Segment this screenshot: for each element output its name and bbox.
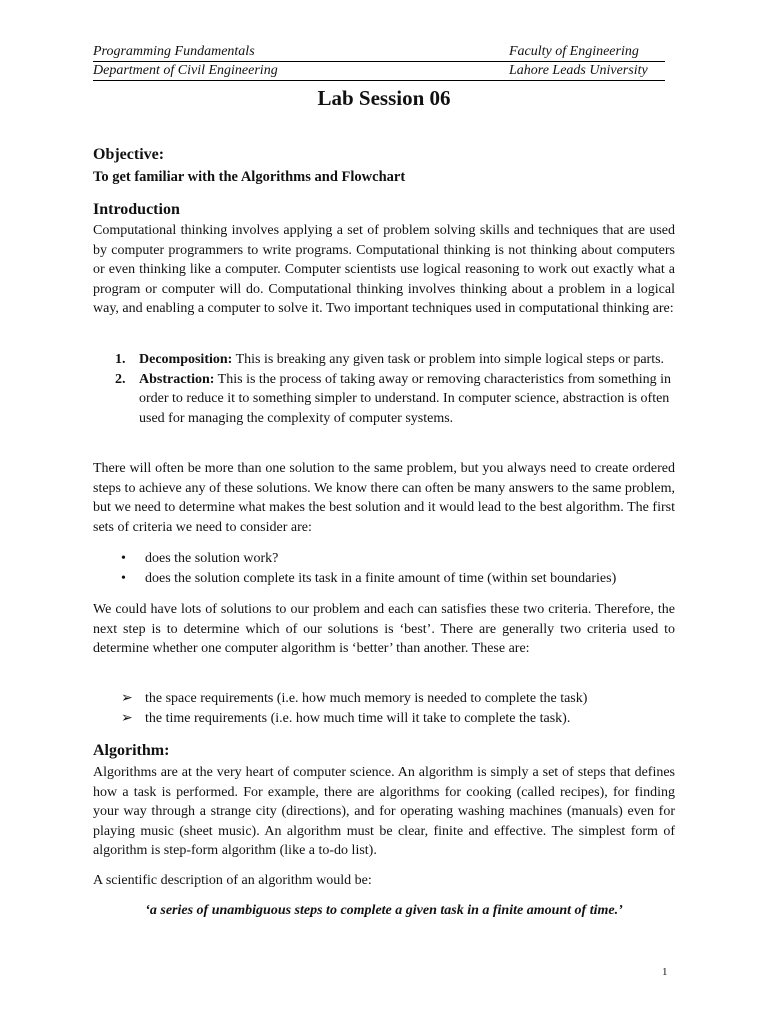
bullet-icon: •: [121, 570, 126, 586]
criteria-text: the space requirements (i.e. how much memory is needed to complete the task): [145, 691, 588, 706]
course-name: Programming Fundamentals: [93, 44, 255, 59]
university-name: Lahore Leads University: [509, 63, 648, 78]
intro-paragraph-1: Computational thinking involves applying a set of problem solving skills and techniques that are used by computer programmers to write programs. Computational thinking is not thinking about computers or even thinking like a computer. Computer scientists use logical reasoning to work out exactly what a program or computer will do. Computational thinking involves thinking about a problem in a logical way, and enabling a computer to solve it. Two important techniques used in computational thinking are:: [93, 223, 675, 316]
criteria-text: the time requirements (i.e. how much time will it take to complete the task).: [145, 710, 571, 726]
list-item: [93, 350, 673, 370]
term-definition: This is the process of taking away or removing characteristics from something in order to reduce it to something simpler to understand. In computer science, abstraction is often used for managing the complexity of computer systems.: [139, 371, 672, 426]
term-decomposition: Decomposition:: [139, 352, 233, 367]
algorithm-paragraph-1: Algorithms are at the very heart of computer science. An algorithm is simply a set of steps that defines how a task is performed. For example, there are algorithms for cooking (called recipes), for finding your way through a strange city (directions), and for operating washing machines (manuals) even for playing music (sheet music). An algorithm must be clear, finite and effective. The simplest form of algorithm is step-form algorithm (like a to-do list).: [93, 765, 675, 858]
list-item: [93, 709, 673, 729]
algorithm-definition-quote: ‘a series of unambiguous steps to complete a given task in a finite amount of time.’: [145, 903, 623, 918]
department-name: Department of Civil Engineering: [93, 63, 278, 78]
page-marker: 1: [662, 966, 668, 978]
running-header-top: [93, 43, 665, 62]
term-definition: This is breaking any given task or problem into simple logical steps or parts.: [232, 352, 665, 367]
list-item: [93, 569, 673, 589]
term-abstraction: Abstraction:: [139, 371, 215, 387]
bullet-icon: •: [121, 551, 126, 566]
techniques-list: [93, 350, 673, 428]
arrow-bullet-icon: ➢: [121, 691, 133, 706]
list-item: [93, 689, 673, 709]
criteria-list-arrows: [93, 689, 673, 728]
running-header-bottom: [93, 62, 665, 81]
introduction-heading: Introduction: [93, 201, 180, 218]
list-number: 1.: [115, 352, 126, 367]
list-item: [93, 549, 673, 569]
arrow-bullet-icon: ➢: [121, 710, 133, 726]
criteria-text: does the solution complete its task in a finite amount of time (within set boundaries): [145, 570, 617, 586]
criteria-list-bullets: [93, 549, 673, 588]
objective-heading: Objective:: [93, 146, 165, 163]
intro-paragraph-2: There will often be more than one solution to the same problem, but you always need to create ordered steps to achieve any of these solutions. We know there can often be many answers to the same problem, but we need to determine what makes the best solution and it would lead to the best algorithm. The first sets of criteria we need to consider are:: [93, 461, 675, 535]
intro-paragraph-3: We could have lots of solutions to our problem and each can satisfies these two criteria. Therefore, the next step is to determine which of our solutions is ‘best’. There are generally two criteria used to determine whether one computer algorithm is ‘better’ than another. These are:: [93, 602, 675, 656]
list-number: 2.: [115, 371, 126, 387]
page-title: Lab Session 06: [317, 86, 451, 110]
criteria-text: does the solution work?: [145, 551, 279, 566]
faculty-name: Faculty of Engineering: [509, 44, 639, 59]
objective-text: To get familiar with the Algorithms and Flowchart: [93, 169, 406, 185]
list-item: [93, 370, 673, 429]
algorithm-paragraph-2: A scientific description of an algorithm would be:: [93, 873, 372, 888]
algorithm-heading: Algorithm:: [93, 742, 170, 759]
